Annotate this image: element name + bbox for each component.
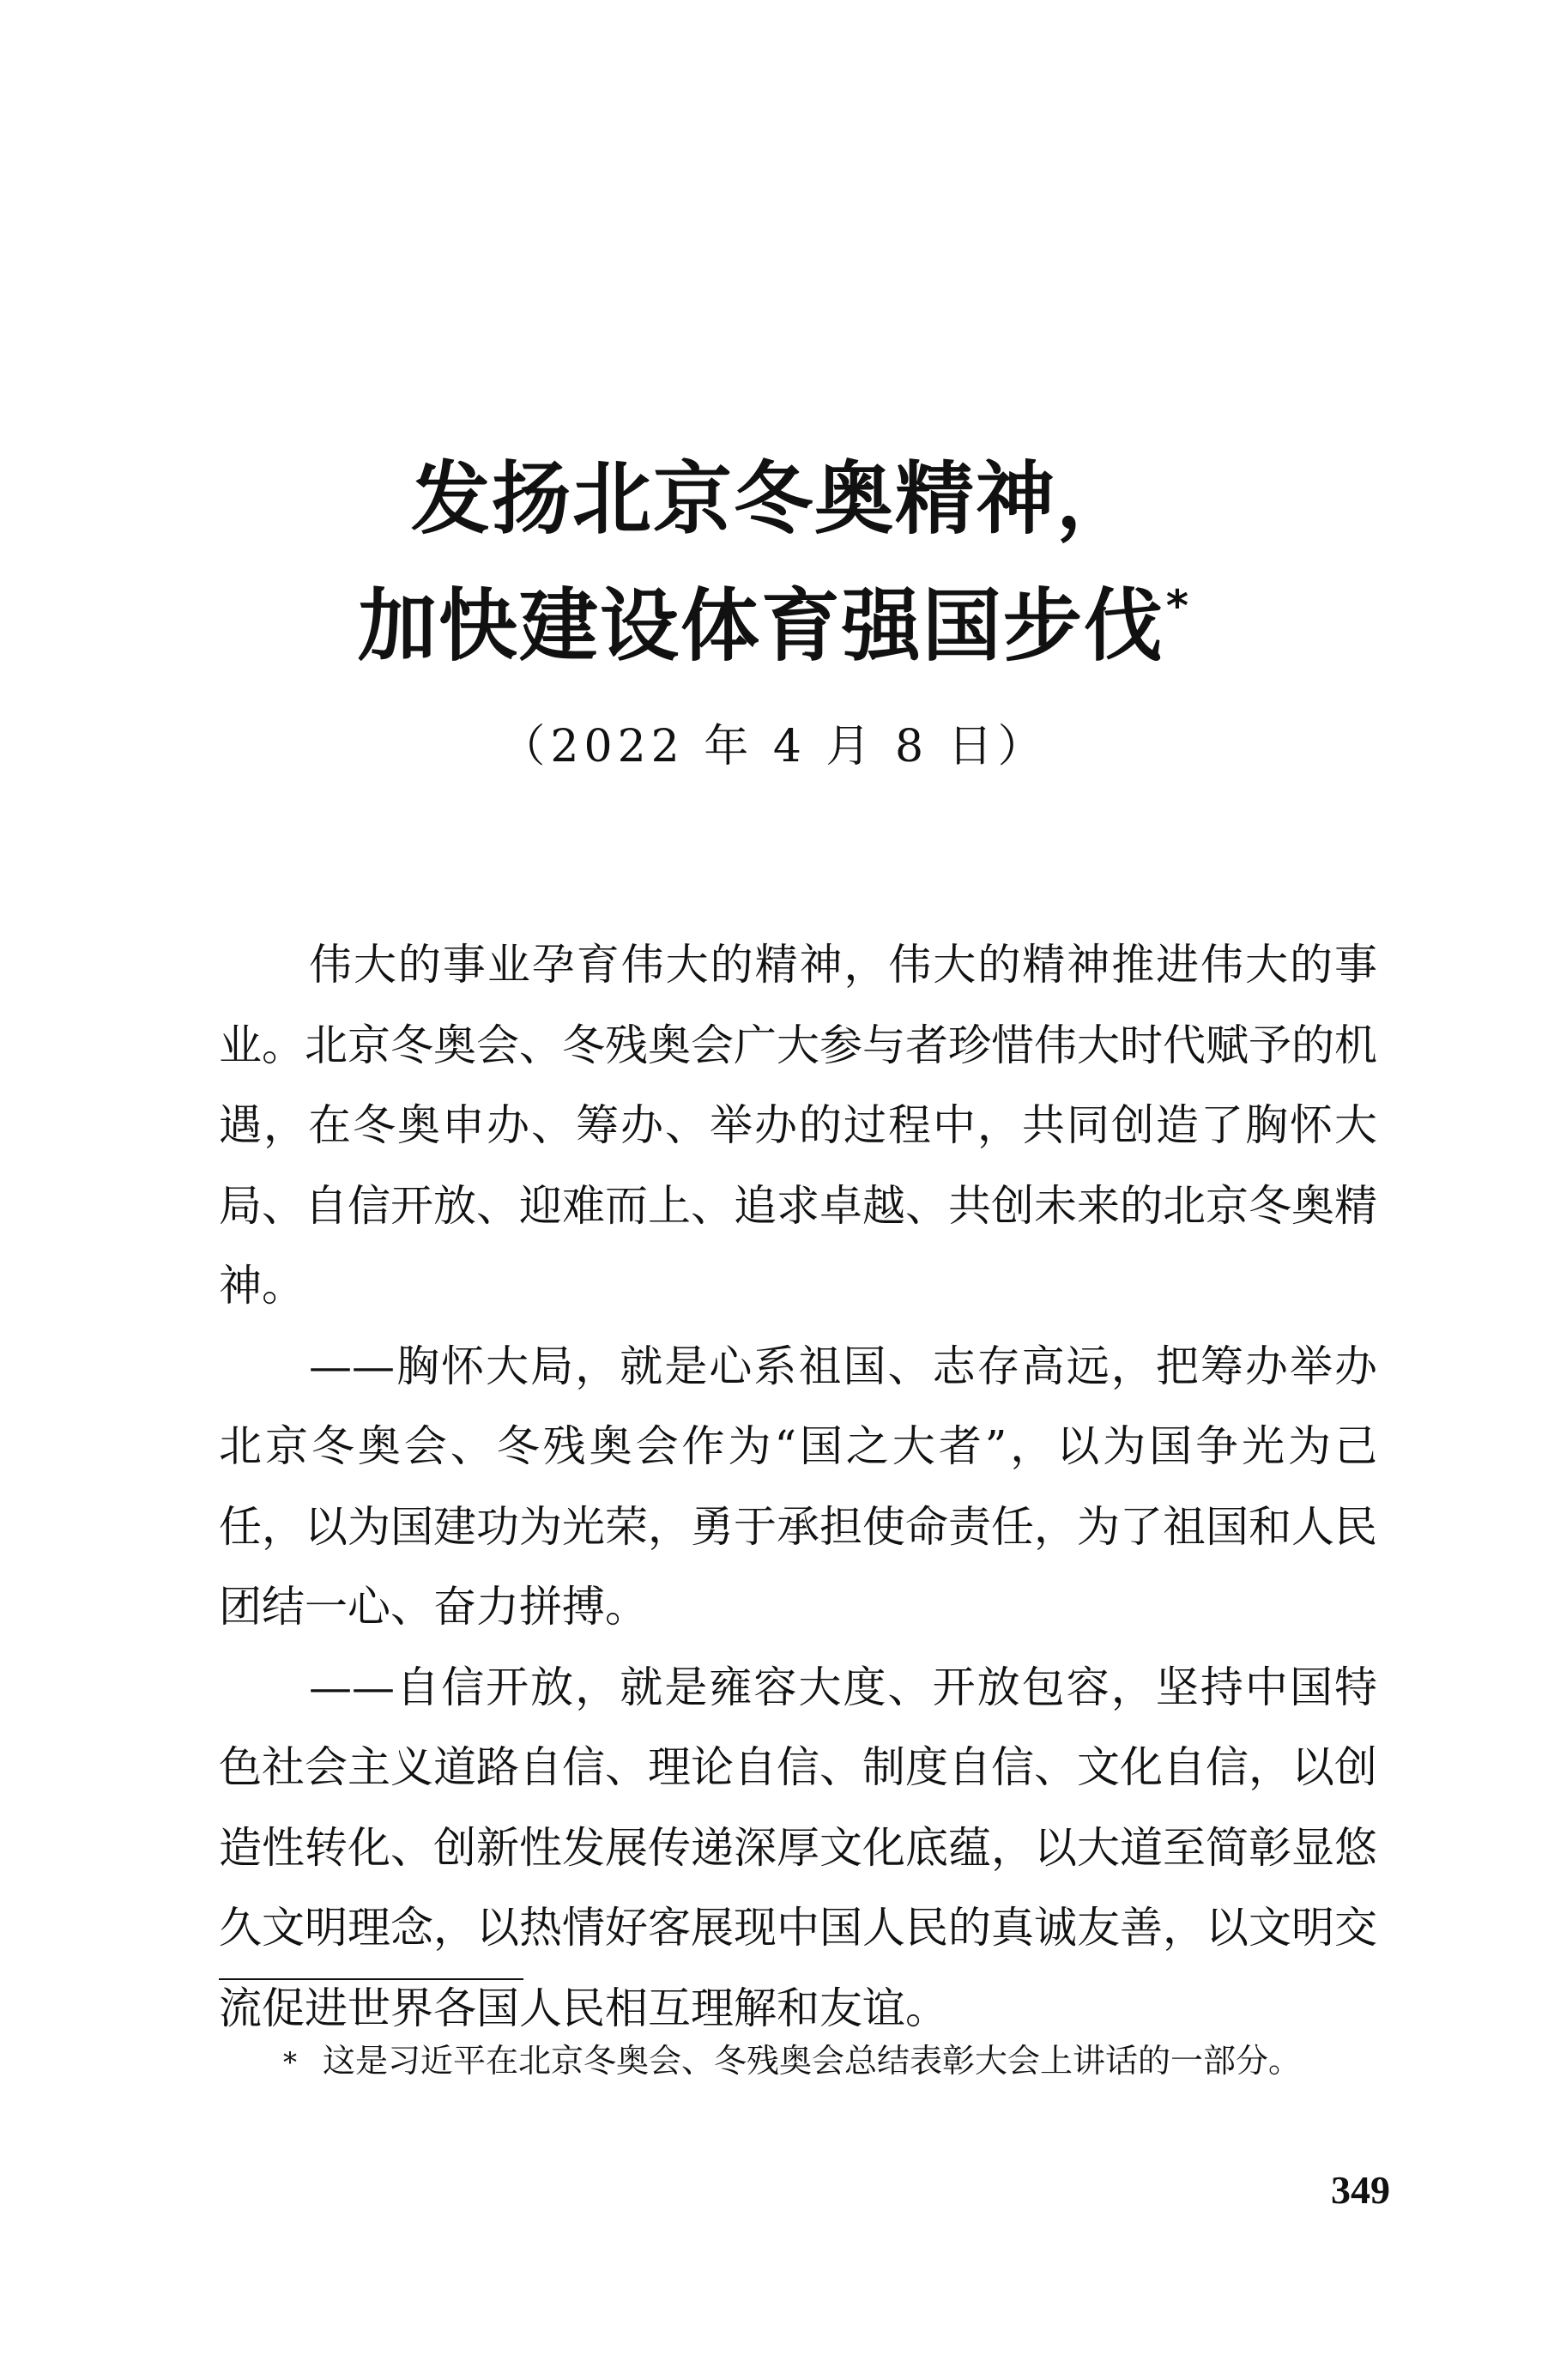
title-footnote-mark: *	[1165, 581, 1191, 631]
page-number: 349	[1331, 2168, 1390, 2212]
title-line-2-text: 加快建设体育强国步伐	[357, 580, 1164, 672]
article-date: （2022 年 4 月 8 日）	[500, 721, 1048, 772]
title-line-2	[0, 553, 1548, 680]
paragraph-2: ——胸怀大局，就是心系祖国、志存高远，把筹办举办北京冬奥会、冬残奥会作为“国之大者”，以为国争光为己任，以为国建功为光荣，勇于承担使命责任，为了祖国和人民团结一心、奋力拼搏。	[219, 1341, 1377, 1632]
footnote-divider	[219, 1978, 523, 1980]
footnote-mark: *	[283, 2046, 297, 2079]
footnote-text: 这是习近平在北京冬奥会、冬残奥会总结表彰大会上讲话的一部分。	[323, 2042, 1302, 2080]
footnote	[283, 2039, 1399, 2084]
paragraph-3: ——自信开放，就是雍容大度、开放包容，坚持中国特色社会主义道路自信、理论自信、制度自信、文化自信，以创造性转化、创新性发展传递深厚文化底蕴，以大道至简彰显悠久文明理念，以热情好客展现中国人民的真诚友善，以文明交流促进世界各国人民相互理解和友谊。	[219, 1662, 1377, 2033]
article-body	[219, 925, 1377, 2049]
paragraph-1: 伟大的事业孕育伟大的精神，伟大的精神推进伟大的事业。北京冬奥会、冬残奥会广大参与者珍惜伟大时代赋予的机遇，在冬奥申办、筹办、举办的过程中，共同创造了胸怀大局、自信开放、迎难而上、追求卓越、共创未来的北京冬奥精神。	[219, 940, 1377, 1311]
title-line-1: 发扬北京冬奥精神，	[410, 453, 1137, 545]
article-title	[0, 446, 1548, 680]
